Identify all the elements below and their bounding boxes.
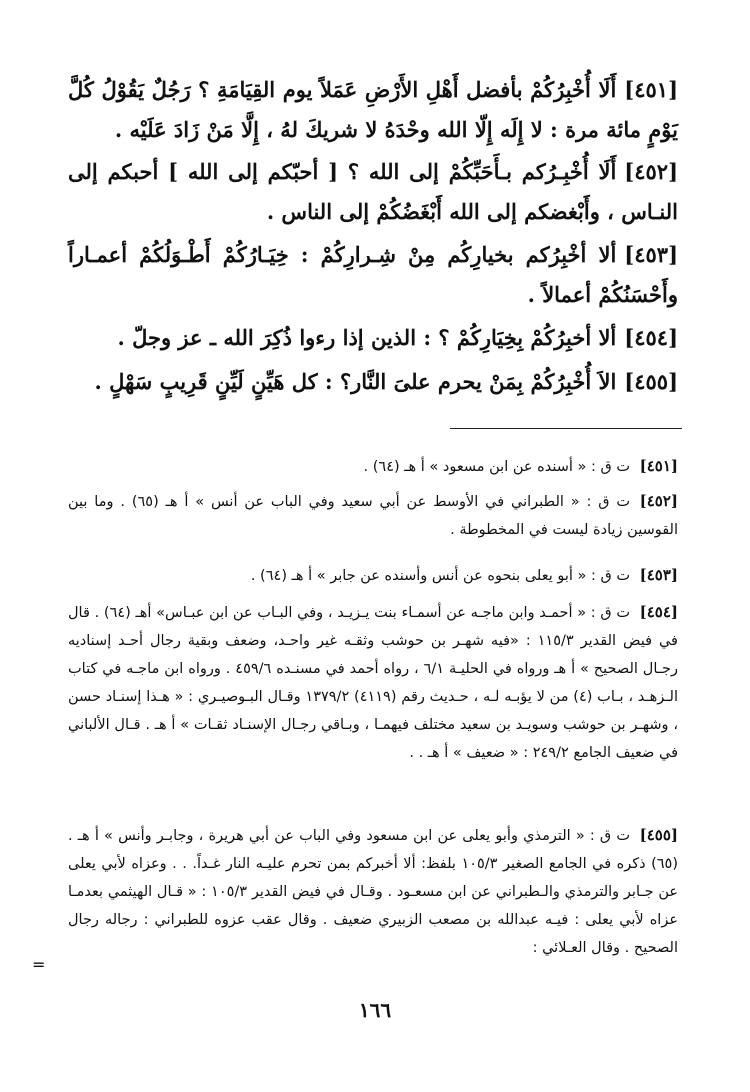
hadith-text: ألا أخْبِرُكم بخيارِكُم مِنْ شِـرارِكُمْ : خِيَـارُكُمْ أَطْـوَلُكُمْ أعمـاراً وأَحْسَنُكُمْ أعمالاً . <box>68 242 678 307</box>
footnote-453 <box>68 561 678 590</box>
hadith-number: [٤٥٥] <box>624 369 678 394</box>
hadith-text: ألا أخبِرُكُمْ بِخِيَارِكُمْ ؟ : الذين إذا رءوا ذُكِرَ الله ـ عز وجلّ . <box>117 325 617 350</box>
footnote-text: ت ق : « الترمذي وأبو يعلى عن ابن مسعود وفي الباب عن أبي هريرة ، وجابـر وأنس » أ هـ . (٦٥) ذكره في الجامع الصغير ١٠٥/٣ بلفظ: ألا أخبركم بمن تحرم عليـه النار غـداً. . . وعزاه لأبي يعلى عن جـابر والترمذي والـطبراني عن ابن مسعـود . وقـال في فيض القدير ١٠٥/٣ : « قـال الهيثمي بعدمـا عزاه لأبي يعلى : فيـه عبدالله بن مصعب الزبيري ضعيف . وقال عقب عزوه للطبراني : رجاله رجال الصحيح . وقال العـلائي : <box>68 828 679 956</box>
continuation-mark: = <box>32 955 46 974</box>
hadith-number: [٤٥٤] <box>624 325 678 350</box>
page-number: ١٦٦ <box>358 998 392 1022</box>
footnote-452 <box>68 487 678 544</box>
hadith-entry-452 <box>68 152 678 232</box>
footnote-454 <box>68 598 678 767</box>
footnote-number: [٤٥٢] <box>639 492 678 510</box>
footnote-455 <box>68 821 678 962</box>
hadith-entry-455 <box>68 362 678 402</box>
footnote-number: [٤٥١] <box>639 457 678 475</box>
footnote-separator <box>450 428 682 429</box>
hadith-entry-451 <box>68 70 678 150</box>
hadith-entry-454 <box>68 318 678 358</box>
footnote-text: ت ق : « أسنده عن ابن مسعود » أ هـ (٦٤) . <box>363 459 630 475</box>
hadith-number: [٤٥٢] <box>624 159 678 184</box>
hadith-text: أَلَا أُخْبِـرُكم بـأَحَبِّكُمْ إلى الله ؟ [ أحبّكم إلى الله ] أحبكم إلى النـاس ، وأَبْغضكم إلى الله أَبْغَضُكُمْ إلى الناس . <box>68 159 678 224</box>
hadith-number: [٤٥٣] <box>624 242 678 267</box>
footnote-number: [٤٥٤] <box>639 603 678 621</box>
hadith-text: الاَ أُخْبِرُكُمْ بِمَنْ يحرم علىَ النَّار؟ : كل هَيِّنٍ لَيِّنٍ قَرِيبٍ سَهْلٍ . <box>94 369 617 394</box>
footnote-number: [٤٥٣] <box>639 566 678 584</box>
hadith-text: أَلَا أُخْبِرُكُمْ بأفضل أَهْلِ الأَرْضِ عَمَلاً يوم القِيَامَةِ ؟ رَجُلٌ يَقُوْلُ كُلَّ يَوْمٍ مائة مرة : لا إِلَه إِلّا الله وحْدَهُ لا شريكَ لهُ ، إِلَّا مَنْ زَادَ عَلَيْه . <box>68 77 678 142</box>
footnote-451 <box>68 452 678 481</box>
hadith-entry-453 <box>68 235 678 315</box>
footnote-text: ت ق : « أحمـد وابن ماجـه عن أسمـاء بنت يـزيـد ، وفي البـاب عن ابن عبـاس» أهـ (٦٤) . قال في فيض القدير ١١٥/٣ : «فيه شهـر بن حوشب وثقـه غير واحـد، وضعف وبقية رجال أحـد إسناديه رجـال الصحيح » أ هـ ورواه في الحليـة ٦/١ ، رواه أحمد في مسنـده ٤٥٩/٦ . ورواه ابن ماجـه في كتاب الـزهـد ، بـاب (٤) من لا يؤبـه لـه ، حـديث رقم (٤١١٩) ١٣٧٩/٢ وقـال البـوصيـري : « هـذا إسنـاد حسن ، وشهـر بن حوشب وسويـد بن سعيد مختلف فيهمـا ، وبـاقي رجـال الإسنـاد ثقـات » أ هـ . قـال الألباني في ضعيف الجامع ٢٤٩/٢ : « ضعيف » أ هـ . . <box>68 605 678 761</box>
footnote-text: ت ق : « الطبراني في الأوسط عن أبي سعيد وفي الباب عن أنس » أ هـ (٦٥) . وما بين القوسين زيادة ليست في المخطوطة . <box>68 494 678 538</box>
hadith-number: [٤٥١] <box>624 77 678 102</box>
footnote-text: ت ق : « أبو يعلى بنحوه عن أنس وأسنده عن جابر » أ هـ (٦٤) . <box>250 568 630 584</box>
footnote-number: [٤٥٥] <box>639 826 678 844</box>
